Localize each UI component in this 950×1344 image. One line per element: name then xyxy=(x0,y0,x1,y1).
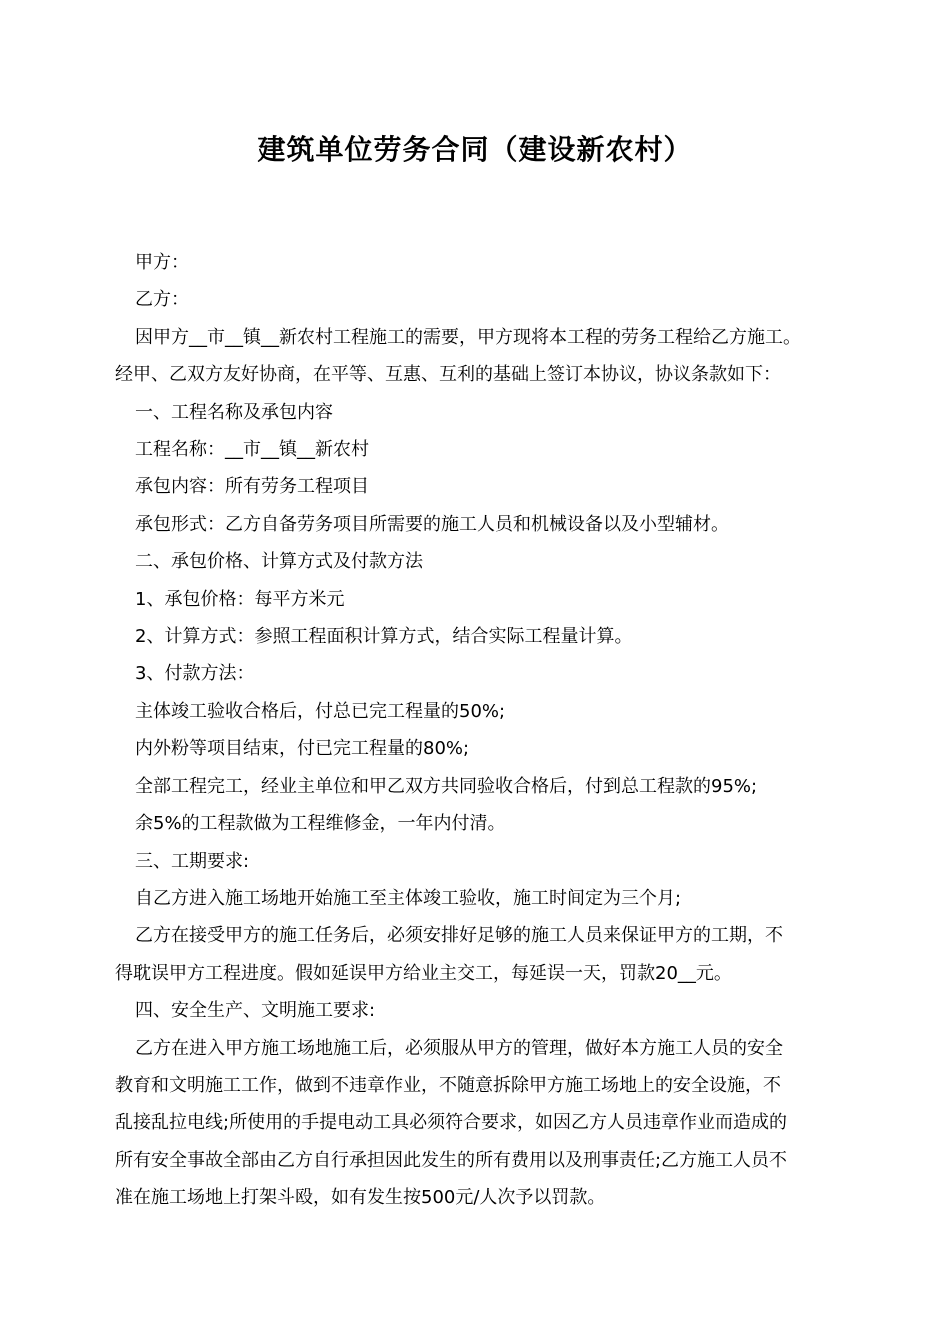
payment-item-3: 全部工程完工，经业主单位和甲乙双方共同验收合格后，付到总工程款的95%; xyxy=(135,775,758,797)
project-name-line: 工程名称：__市__镇__新农村 xyxy=(135,439,369,461)
intro-paragraph-line-2: 经甲、乙双方友好协商，在平等、互惠、互利的基础上签订本协议，协议条款如下： xyxy=(115,364,781,386)
document-title: 建筑单位劳务合同（建设新农村） xyxy=(257,133,693,166)
contract-form-line: 承包形式：乙方自备劳务项目所需要的施工人员和机械设备以及小型辅材。 xyxy=(135,513,729,535)
safety-paragraph-line-5: 准在施工场地上打架斗殴，如有发生按500元/人次予以罚款。 xyxy=(115,1187,606,1209)
payment-item-4: 余5%的工程款做为工程维修金，一年内付清。 xyxy=(135,813,506,835)
calculation-line: 2、计算方式：参照工程面积计算方式，结合实际工程量计算。 xyxy=(135,626,633,648)
intro-paragraph-line-1: 因甲方__市__镇__新农村工程施工的需要，甲方现将本工程的劳务工程给乙方施工。 xyxy=(135,326,801,348)
payment-item-2: 内外粉等项目结束，付已完工程量的80%; xyxy=(135,738,470,760)
payment-item-1: 主体竣工验收合格后，付总已完工程量的50%; xyxy=(135,700,506,722)
payment-heading-line: 3、付款方法： xyxy=(135,663,255,685)
schedule-line: 自乙方进入施工场地开始施工至主体竣工验收，施工时间定为三个月; xyxy=(135,887,682,909)
party-b-line: 乙方： xyxy=(135,289,189,311)
document-body xyxy=(115,244,843,1217)
section-heading-1: 一、工程名称及承包内容 xyxy=(135,401,333,423)
party-a-line: 甲方： xyxy=(135,252,189,273)
safety-paragraph-line-1: 乙方在进入甲方施工场地施工后，必须服从甲方的管理，做好本方施工人员的安全 xyxy=(135,1037,783,1059)
safety-paragraph-line-3: 乱接乱拉电线;所使用的手提电动工具必须符合要求，如因乙方人员违章作业而造成的 xyxy=(115,1112,788,1134)
delay-paragraph-line-1: 乙方在接受甲方的施工任务后，必须安排好足够的施工人员来保证甲方的工期，不 xyxy=(135,925,783,947)
price-line: 1、承包价格：每平方米元 xyxy=(135,588,345,610)
section-heading-3: 三、工期要求: xyxy=(135,850,250,872)
contract-content-line: 承包内容：所有劳务工程项目 xyxy=(135,476,369,498)
section-heading-4: 四、安全生产、文明施工要求: xyxy=(135,1000,376,1022)
safety-paragraph-line-2: 教育和文明施工工作，做到不违章作业，不随意拆除甲方施工场地上的安全设施，不 xyxy=(115,1074,781,1096)
section-heading-2: 二、承包价格、计算方式及付款方法 xyxy=(135,551,423,573)
safety-paragraph-line-4: 所有安全事故全部由乙方自行承担因此发生的所有费用以及刑事责任;乙方施工人员不 xyxy=(115,1149,788,1171)
delay-paragraph-line-2: 得耽误甲方工程进度。假如延误甲方给业主交工，每延误一天，罚款20__元。 xyxy=(115,962,732,984)
